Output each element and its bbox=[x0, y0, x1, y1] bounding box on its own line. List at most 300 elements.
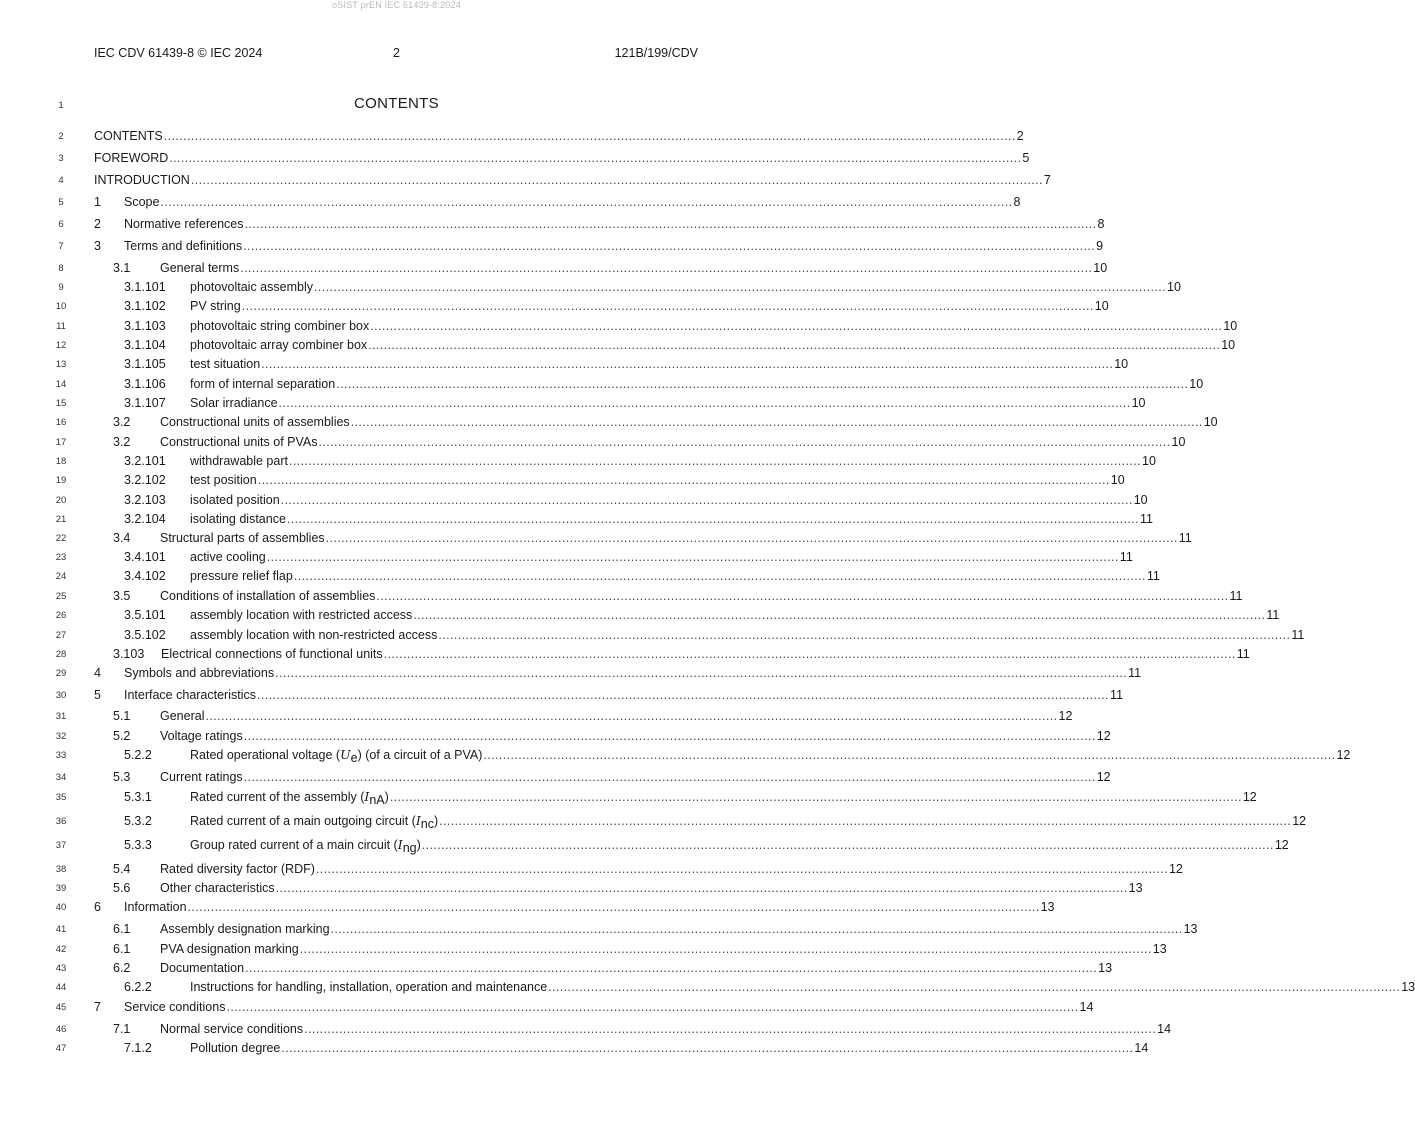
toc-entry[interactable] bbox=[113, 921, 1198, 937]
dot-leader: ............................................................................................................................................................................................................................ bbox=[257, 688, 1110, 702]
toc-entry-label bbox=[124, 747, 482, 763]
toc-title: Rated diversity factor (RDF) bbox=[160, 862, 315, 876]
toc-entry-label bbox=[94, 999, 225, 1015]
toc-title: Voltage ratings bbox=[160, 729, 243, 743]
toc-entry-label bbox=[124, 337, 367, 353]
line-number: 4 bbox=[58, 175, 64, 186]
toc-entry-label bbox=[124, 979, 547, 995]
toc-entry-label bbox=[124, 472, 257, 488]
toc-section-number: 5.4 bbox=[113, 862, 131, 876]
toc-page-number: 10 bbox=[1110, 473, 1125, 487]
dot-leader: ............................................................................................................................................................................................................................ bbox=[376, 589, 1229, 603]
toc-title-suffix: ) bbox=[416, 838, 421, 852]
line-number: 26 bbox=[55, 610, 67, 621]
dot-leader: ............................................................................................................................................................................................................................ bbox=[205, 709, 1058, 723]
toc-section-number: 3.103 bbox=[113, 647, 145, 661]
toc-page-number: 2 bbox=[1016, 129, 1024, 143]
toc-title: assembly location with restricted access bbox=[190, 608, 413, 622]
toc-title: active cooling bbox=[190, 550, 266, 564]
toc-title: form of internal separation bbox=[190, 377, 336, 391]
toc-section-number: 6.1 bbox=[113, 942, 131, 956]
toc-page-number: 11 bbox=[1266, 608, 1280, 622]
toc-entry[interactable] bbox=[94, 150, 1030, 166]
dot-leader: ............................................................................................................................................................................................................................ bbox=[280, 493, 1133, 507]
toc-title: pressure relief flap bbox=[190, 569, 293, 583]
toc-section-number: 3.1.103 bbox=[124, 319, 166, 333]
toc-page-number: 13 bbox=[1098, 961, 1113, 975]
toc-entry[interactable] bbox=[94, 194, 1021, 210]
toc-entry-label bbox=[124, 549, 266, 565]
page-title: CONTENTS bbox=[354, 95, 439, 112]
toc-page-number: 10 bbox=[1171, 435, 1186, 449]
line-number: 15 bbox=[55, 398, 67, 409]
toc-entry[interactable] bbox=[124, 627, 1305, 643]
toc-section-number: 3.1.104 bbox=[124, 338, 166, 352]
dot-leader: ............................................................................................................................................................................................................................ bbox=[318, 435, 1171, 449]
toc-entry-label bbox=[124, 627, 437, 643]
toc-entry[interactable] bbox=[124, 376, 1204, 392]
line-number: 47 bbox=[55, 1043, 67, 1054]
toc-section-number: 4 bbox=[94, 666, 101, 680]
toc-entry[interactable] bbox=[124, 747, 1351, 765]
dot-leader: ............................................................................................................................................................................................................................ bbox=[304, 1022, 1157, 1036]
dot-leader: ............................................................................................................................................................................................................................ bbox=[413, 608, 1266, 622]
toc-entry-label bbox=[94, 238, 242, 254]
toc-entry[interactable] bbox=[113, 260, 1108, 276]
toc-page-number: 10 bbox=[1142, 454, 1156, 468]
toc-entry[interactable] bbox=[124, 298, 1109, 314]
toc-section-number: 3.1 bbox=[113, 261, 131, 275]
line-number: 38 bbox=[55, 864, 67, 875]
toc-entry-label bbox=[113, 941, 299, 957]
line-number: 5 bbox=[58, 197, 64, 208]
toc-entry-label bbox=[124, 298, 241, 314]
toc-entry[interactable] bbox=[113, 960, 1113, 976]
toc-section-number: 5.6 bbox=[113, 881, 131, 895]
toc-section-number: 5.2 bbox=[113, 729, 131, 743]
toc-entry-label bbox=[94, 194, 159, 210]
line-number: 17 bbox=[55, 437, 67, 448]
toc-entry-label bbox=[124, 279, 313, 295]
toc-title: Rated operational voltage ( bbox=[190, 748, 341, 762]
toc-entry[interactable] bbox=[113, 434, 1186, 450]
toc-entry[interactable] bbox=[113, 1021, 1172, 1037]
toc-title: Interface characteristics bbox=[124, 688, 256, 702]
line-number: 33 bbox=[55, 750, 67, 761]
toc-entry-label bbox=[124, 607, 412, 623]
toc-title-suffix: ) (of a circuit of a PVA) bbox=[357, 748, 483, 762]
toc-entry-label bbox=[124, 453, 288, 469]
toc-title: Information bbox=[124, 900, 187, 914]
toc-page-number: 12 bbox=[1096, 770, 1111, 784]
toc-page-number: 14 bbox=[1157, 1022, 1172, 1036]
dot-leader: ............................................................................................................................................................................................................................ bbox=[299, 942, 1152, 956]
dot-leader: ............................................................................................................................................................................................................................ bbox=[336, 377, 1189, 391]
toc-title: assembly location with non-restricted access bbox=[190, 628, 438, 642]
line-number: 40 bbox=[55, 902, 67, 913]
toc-section-number: 5.3 bbox=[113, 770, 131, 784]
toc-entry[interactable] bbox=[124, 511, 1153, 527]
toc-section-number: 5 bbox=[94, 688, 101, 702]
toc-page-number: 12 bbox=[1274, 838, 1289, 852]
toc-section-number: 5.1 bbox=[113, 709, 131, 723]
line-number: 18 bbox=[55, 456, 67, 467]
toc-entry-label bbox=[124, 1040, 280, 1056]
toc-entry-label bbox=[94, 687, 256, 703]
dot-leader: ............................................................................................................................................................................................................................ bbox=[190, 173, 1043, 187]
toc-title: Constructional units of assemblies bbox=[160, 415, 350, 429]
toc-title: Current ratings bbox=[160, 770, 243, 784]
line-number: 23 bbox=[55, 552, 67, 563]
toc-section-number: 5.3.1 bbox=[124, 790, 152, 804]
toc-entry[interactable] bbox=[113, 861, 1183, 877]
dot-leader: ............................................................................................................................................................................................................................ bbox=[240, 261, 1093, 275]
toc-entry-label bbox=[94, 216, 244, 232]
toc-title: PV string bbox=[190, 299, 241, 313]
toc-title: Service conditions bbox=[124, 1000, 226, 1014]
toc-page-number: 10 bbox=[1167, 280, 1181, 294]
toc-section-number: 6.2.2 bbox=[124, 980, 152, 994]
toc-section-number: 5.3.3 bbox=[124, 838, 152, 852]
toc-section-number: 3.1.101 bbox=[124, 280, 166, 294]
toc-entry-label bbox=[124, 511, 286, 527]
dot-leader: ............................................................................................................................................................................................................................ bbox=[483, 748, 1336, 762]
toc-entry[interactable] bbox=[94, 128, 1024, 144]
toc-page-number: 10 bbox=[1189, 377, 1204, 391]
toc-entry-label bbox=[113, 861, 315, 877]
toc-entry[interactable] bbox=[94, 899, 1055, 915]
toc-title: Normative references bbox=[124, 217, 244, 231]
dot-leader: ............................................................................................................................................................................................................................ bbox=[383, 647, 1236, 661]
toc-title: Constructional units of PVAs bbox=[160, 435, 318, 449]
dot-leader: ............................................................................................................................................................................................................................ bbox=[548, 980, 1401, 994]
toc-entry-label bbox=[113, 588, 375, 604]
dot-leader: ............................................................................................................................................................................................................................ bbox=[370, 319, 1223, 333]
line-number: 32 bbox=[55, 731, 67, 742]
toc-page-number: 10 bbox=[1203, 415, 1218, 429]
toc-entry[interactable] bbox=[94, 238, 1104, 254]
watermark: oSIST prEN IEC 61439-8:2024 bbox=[332, 0, 461, 10]
line-number: 43 bbox=[55, 963, 67, 974]
toc-section-number: 7 bbox=[94, 1000, 101, 1014]
toc-entry[interactable] bbox=[113, 728, 1111, 744]
toc-entry-label bbox=[124, 376, 335, 392]
toc-page-number: 11 bbox=[1178, 531, 1192, 545]
line-number: 9 bbox=[58, 282, 64, 293]
toc-entry[interactable] bbox=[124, 549, 1133, 565]
line-number: 31 bbox=[55, 711, 67, 722]
line-number: 39 bbox=[55, 883, 67, 894]
toc-section-number: 3.4 bbox=[113, 531, 131, 545]
line-number: 19 bbox=[55, 475, 67, 486]
dot-leader: ............................................................................................................................................................................................................................ bbox=[275, 881, 1128, 895]
toc-title: Instructions for handling, installation, operation and maintenance bbox=[190, 980, 548, 994]
toc-entry[interactable] bbox=[124, 568, 1160, 584]
toc-entry[interactable] bbox=[94, 687, 1124, 703]
toc-page-number: 5 bbox=[1022, 151, 1030, 165]
dot-leader: ............................................................................................................................................................................................................................ bbox=[421, 838, 1274, 852]
toc-title: test situation bbox=[190, 357, 261, 371]
toc-page-number: 12 bbox=[1292, 814, 1307, 828]
dot-leader: ............................................................................................................................................................................................................................ bbox=[261, 357, 1114, 371]
toc-section-number: 3 bbox=[94, 239, 101, 253]
line-number: 45 bbox=[55, 1002, 67, 1013]
toc-entry[interactable] bbox=[94, 999, 1094, 1015]
toc-entry[interactable] bbox=[124, 356, 1129, 372]
math-symbol: U bbox=[340, 747, 351, 762]
toc-entry-label bbox=[113, 260, 239, 276]
dot-leader: ............................................................................................................................................................................................................................ bbox=[244, 217, 1097, 231]
toc-entry[interactable] bbox=[113, 588, 1243, 604]
math-symbol: I bbox=[364, 789, 370, 804]
toc-entry-label bbox=[94, 899, 187, 915]
dot-leader: ............................................................................................................................................................................................................................ bbox=[226, 1000, 1079, 1014]
toc-page-number: 9 bbox=[1096, 239, 1104, 253]
toc-section-number: 2 bbox=[94, 217, 101, 231]
toc-page-number: 13 bbox=[1128, 881, 1143, 895]
toc-entry-label bbox=[124, 356, 260, 372]
toc-entry[interactable] bbox=[124, 837, 1289, 855]
toc-page-number: 12 bbox=[1096, 729, 1111, 743]
toc-title: Electrical connections of functional units bbox=[161, 647, 383, 661]
dot-leader: ............................................................................................................................................................................................................................ bbox=[169, 151, 1022, 165]
toc-entry-label bbox=[113, 646, 383, 662]
line-number: 28 bbox=[55, 649, 67, 660]
dot-leader: ............................................................................................................................................................................................................................ bbox=[368, 338, 1221, 352]
toc-entry[interactable] bbox=[113, 708, 1073, 724]
line-number: 16 bbox=[55, 417, 67, 428]
toc-section-number: 3.2.101 bbox=[124, 454, 166, 468]
toc-entry-label bbox=[113, 880, 275, 896]
toc-entry[interactable] bbox=[124, 472, 1125, 488]
toc-entry[interactable] bbox=[113, 414, 1218, 430]
toc-title: Assembly designation marking bbox=[160, 922, 330, 936]
dot-leader: ............................................................................................................................................................................................................................ bbox=[187, 900, 1040, 914]
math-subscript: nc bbox=[420, 817, 434, 831]
toc-section-number: 3.4.101 bbox=[124, 550, 166, 564]
toc-entry[interactable] bbox=[113, 530, 1192, 546]
toc-entry-label bbox=[124, 813, 438, 829]
line-number: 34 bbox=[55, 772, 67, 783]
toc-section-number: 6.1 bbox=[113, 922, 131, 936]
toc-section-number: 3.5.102 bbox=[124, 628, 166, 642]
toc-entry[interactable] bbox=[94, 665, 1142, 681]
toc-section-number: 3.1.107 bbox=[124, 396, 166, 410]
toc-entry[interactable] bbox=[124, 318, 1238, 334]
dot-leader: ............................................................................................................................................................................................................................ bbox=[288, 454, 1142, 468]
toc-page-number: 14 bbox=[1134, 1041, 1149, 1055]
toc-title: photovoltaic array combiner box bbox=[190, 338, 368, 352]
toc-page-number: 11 bbox=[1146, 569, 1160, 583]
toc-section-number: 3.5.101 bbox=[124, 608, 166, 622]
toc-section-number: 3.1.106 bbox=[124, 377, 166, 391]
toc-section-number: 5.3.2 bbox=[124, 814, 152, 828]
toc-entry[interactable] bbox=[124, 453, 1156, 469]
dot-leader: ............................................................................................................................................................................................................................ bbox=[315, 862, 1168, 876]
toc-entry[interactable] bbox=[113, 941, 1167, 957]
line-number: 37 bbox=[55, 840, 67, 851]
dot-leader: ............................................................................................................................................................................................................................ bbox=[275, 666, 1128, 680]
line-number: 27 bbox=[55, 630, 67, 641]
math-subscript: nA bbox=[369, 793, 385, 807]
toc-entry-label bbox=[124, 492, 280, 508]
line-number: 36 bbox=[55, 816, 67, 827]
line-number: 20 bbox=[55, 495, 67, 506]
toc-entry-label bbox=[124, 837, 421, 853]
toc-page-number: 13 bbox=[1152, 942, 1167, 956]
line-number: 6 bbox=[58, 219, 64, 230]
toc-entry[interactable] bbox=[124, 279, 1181, 295]
dot-leader: ............................................................................................................................................................................................................................ bbox=[389, 790, 1242, 804]
dot-leader: ............................................................................................................................................................................................................................ bbox=[160, 195, 1013, 209]
math-subscript: ng bbox=[402, 841, 417, 855]
toc-section-number: 5.2.2 bbox=[124, 748, 152, 762]
toc-title: Solar irradiance bbox=[190, 396, 278, 410]
toc-title: INTRODUCTION bbox=[94, 173, 190, 187]
toc-page-number: 8 bbox=[1013, 195, 1021, 209]
toc-title: Symbols and abbreviations bbox=[124, 666, 275, 680]
line-number: 24 bbox=[55, 571, 67, 582]
toc-page-number: 12 bbox=[1058, 709, 1073, 723]
math-subscript: e bbox=[350, 751, 358, 765]
toc-page-number: 11 bbox=[1128, 666, 1142, 680]
toc-entry-label bbox=[113, 728, 243, 744]
toc-page-number: 11 bbox=[1236, 647, 1250, 661]
line-number: 21 bbox=[55, 514, 67, 525]
line-number: 46 bbox=[55, 1024, 67, 1035]
dot-leader: ............................................................................................................................................................................................................................ bbox=[330, 922, 1183, 936]
toc-entry-label bbox=[113, 434, 317, 450]
toc-title: Documentation bbox=[160, 961, 245, 975]
toc-title: General bbox=[160, 709, 205, 723]
toc-entry-label bbox=[113, 708, 204, 724]
dot-leader: ............................................................................................................................................................................................................................ bbox=[257, 473, 1110, 487]
toc-title: isolating distance bbox=[190, 512, 286, 526]
toc-page-number: 7 bbox=[1043, 173, 1051, 187]
toc-entry[interactable] bbox=[94, 216, 1105, 232]
toc-title: Pollution degree bbox=[190, 1041, 281, 1055]
math-symbol: I bbox=[397, 837, 403, 852]
dot-leader: ............................................................................................................................................................................................................................ bbox=[163, 129, 1016, 143]
toc-entry[interactable] bbox=[124, 789, 1257, 807]
dot-leader: ............................................................................................................................................................................................................................ bbox=[313, 280, 1167, 294]
toc-title: Terms and definitions bbox=[124, 239, 243, 253]
toc-entry[interactable] bbox=[124, 492, 1148, 508]
toc-section-number: 3.5 bbox=[113, 589, 131, 603]
line-number: 11 bbox=[56, 321, 66, 332]
toc-entry-label bbox=[94, 150, 168, 166]
toc-title: Group rated current of a main circuit ( bbox=[190, 838, 398, 852]
toc-entry-label bbox=[113, 769, 243, 785]
toc-page-number: 11 bbox=[1110, 688, 1124, 702]
toc-title: Scope bbox=[124, 195, 160, 209]
toc-entry[interactable] bbox=[94, 172, 1051, 188]
toc-entry[interactable] bbox=[124, 813, 1307, 831]
dot-leader: ............................................................................................................................................................................................................................ bbox=[281, 1041, 1134, 1055]
toc-title: Rated current of the assembly ( bbox=[190, 790, 365, 804]
toc-section-number: 6.2 bbox=[113, 961, 131, 975]
toc-page-number: 10 bbox=[1094, 299, 1109, 313]
toc-entry[interactable] bbox=[124, 979, 1415, 995]
line-number: 1 bbox=[58, 100, 64, 111]
dot-leader: ............................................................................................................................................................................................................................ bbox=[266, 550, 1119, 564]
dot-leader: ............................................................................................................................................................................................................................ bbox=[245, 961, 1098, 975]
toc-entry[interactable] bbox=[124, 337, 1236, 353]
toc-entry-label bbox=[113, 530, 325, 546]
toc-entry-label bbox=[124, 568, 293, 584]
toc-page-number: 13 bbox=[1401, 980, 1415, 994]
toc-title: General terms bbox=[160, 261, 240, 275]
dot-leader: ............................................................................................................................................................................................................................ bbox=[243, 729, 1096, 743]
toc-section-number: 3.2.104 bbox=[124, 512, 166, 526]
toc-section-number: 3.2.103 bbox=[124, 493, 166, 507]
dot-leader: ............................................................................................................................................................................................................................ bbox=[278, 396, 1131, 410]
toc-section-number: 6 bbox=[94, 900, 101, 914]
toc-title-suffix: ) bbox=[384, 790, 389, 804]
toc-entry[interactable] bbox=[124, 395, 1146, 411]
toc-title-suffix: ) bbox=[433, 814, 439, 828]
toc-entry-label bbox=[113, 960, 244, 976]
toc-entry[interactable] bbox=[124, 1040, 1149, 1056]
toc-section-number: 3.1.105 bbox=[124, 357, 166, 371]
toc-section-number: 3.2.102 bbox=[124, 473, 166, 487]
toc-title: Rated current of a main outgoing circuit ( bbox=[190, 814, 416, 828]
toc-section-number: 7.1.2 bbox=[124, 1041, 152, 1055]
toc-title: FOREWORD bbox=[94, 151, 169, 165]
toc-title: Other characteristics bbox=[160, 881, 275, 895]
toc-page-number: 10 bbox=[1133, 493, 1148, 507]
toc-page-number: 10 bbox=[1131, 396, 1146, 410]
line-number: 41 bbox=[55, 924, 67, 935]
toc-entry-label bbox=[124, 318, 369, 334]
toc-entry[interactable] bbox=[113, 646, 1250, 662]
toc-entry[interactable] bbox=[113, 880, 1143, 896]
header-page-number: 2 bbox=[393, 46, 400, 60]
toc-page-number: 11 bbox=[1291, 628, 1305, 642]
toc-page-number: 10 bbox=[1114, 357, 1129, 371]
toc-section-number: 7.1 bbox=[113, 1022, 131, 1036]
line-number: 44 bbox=[55, 982, 67, 993]
dot-leader: ............................................................................................................................................................................................................................ bbox=[350, 415, 1203, 429]
dot-leader: ............................................................................................................................................................................................................................ bbox=[241, 299, 1094, 313]
toc-title: photovoltaic assembly bbox=[190, 280, 313, 294]
dot-leader: ............................................................................................................................................................................................................................ bbox=[325, 531, 1178, 545]
dot-leader: ............................................................................................................................................................................................................................ bbox=[438, 628, 1291, 642]
dot-leader: ............................................................................................................................................................................................................................ bbox=[243, 770, 1096, 784]
toc-page-number: 8 bbox=[1097, 217, 1105, 231]
header-committee-ref: 121B/199/CDV bbox=[614, 46, 698, 60]
line-number: 3 bbox=[58, 153, 64, 164]
toc-entry-label bbox=[124, 789, 389, 805]
line-number: 13 bbox=[55, 359, 67, 370]
toc-section-number: 3.2 bbox=[113, 415, 131, 429]
line-number: 25 bbox=[55, 591, 67, 602]
toc-entry[interactable] bbox=[113, 769, 1111, 785]
toc-title: test position bbox=[190, 473, 257, 487]
toc-entry[interactable] bbox=[124, 607, 1280, 623]
line-number: 8 bbox=[58, 263, 64, 274]
header-document-id: IEC CDV 61439-8 © IEC 2024 bbox=[94, 46, 263, 60]
toc-page-number: 11 bbox=[1119, 550, 1133, 564]
toc-entry-label bbox=[94, 172, 190, 188]
toc-title: CONTENTS bbox=[94, 129, 163, 143]
toc-entry-label bbox=[94, 128, 163, 144]
toc-page-number: 10 bbox=[1221, 338, 1236, 352]
toc-entry-label bbox=[113, 921, 330, 937]
toc-page-number: 12 bbox=[1336, 748, 1351, 762]
toc-page-number: 11 bbox=[1139, 512, 1153, 526]
toc-page-number: 11 bbox=[1229, 589, 1243, 603]
